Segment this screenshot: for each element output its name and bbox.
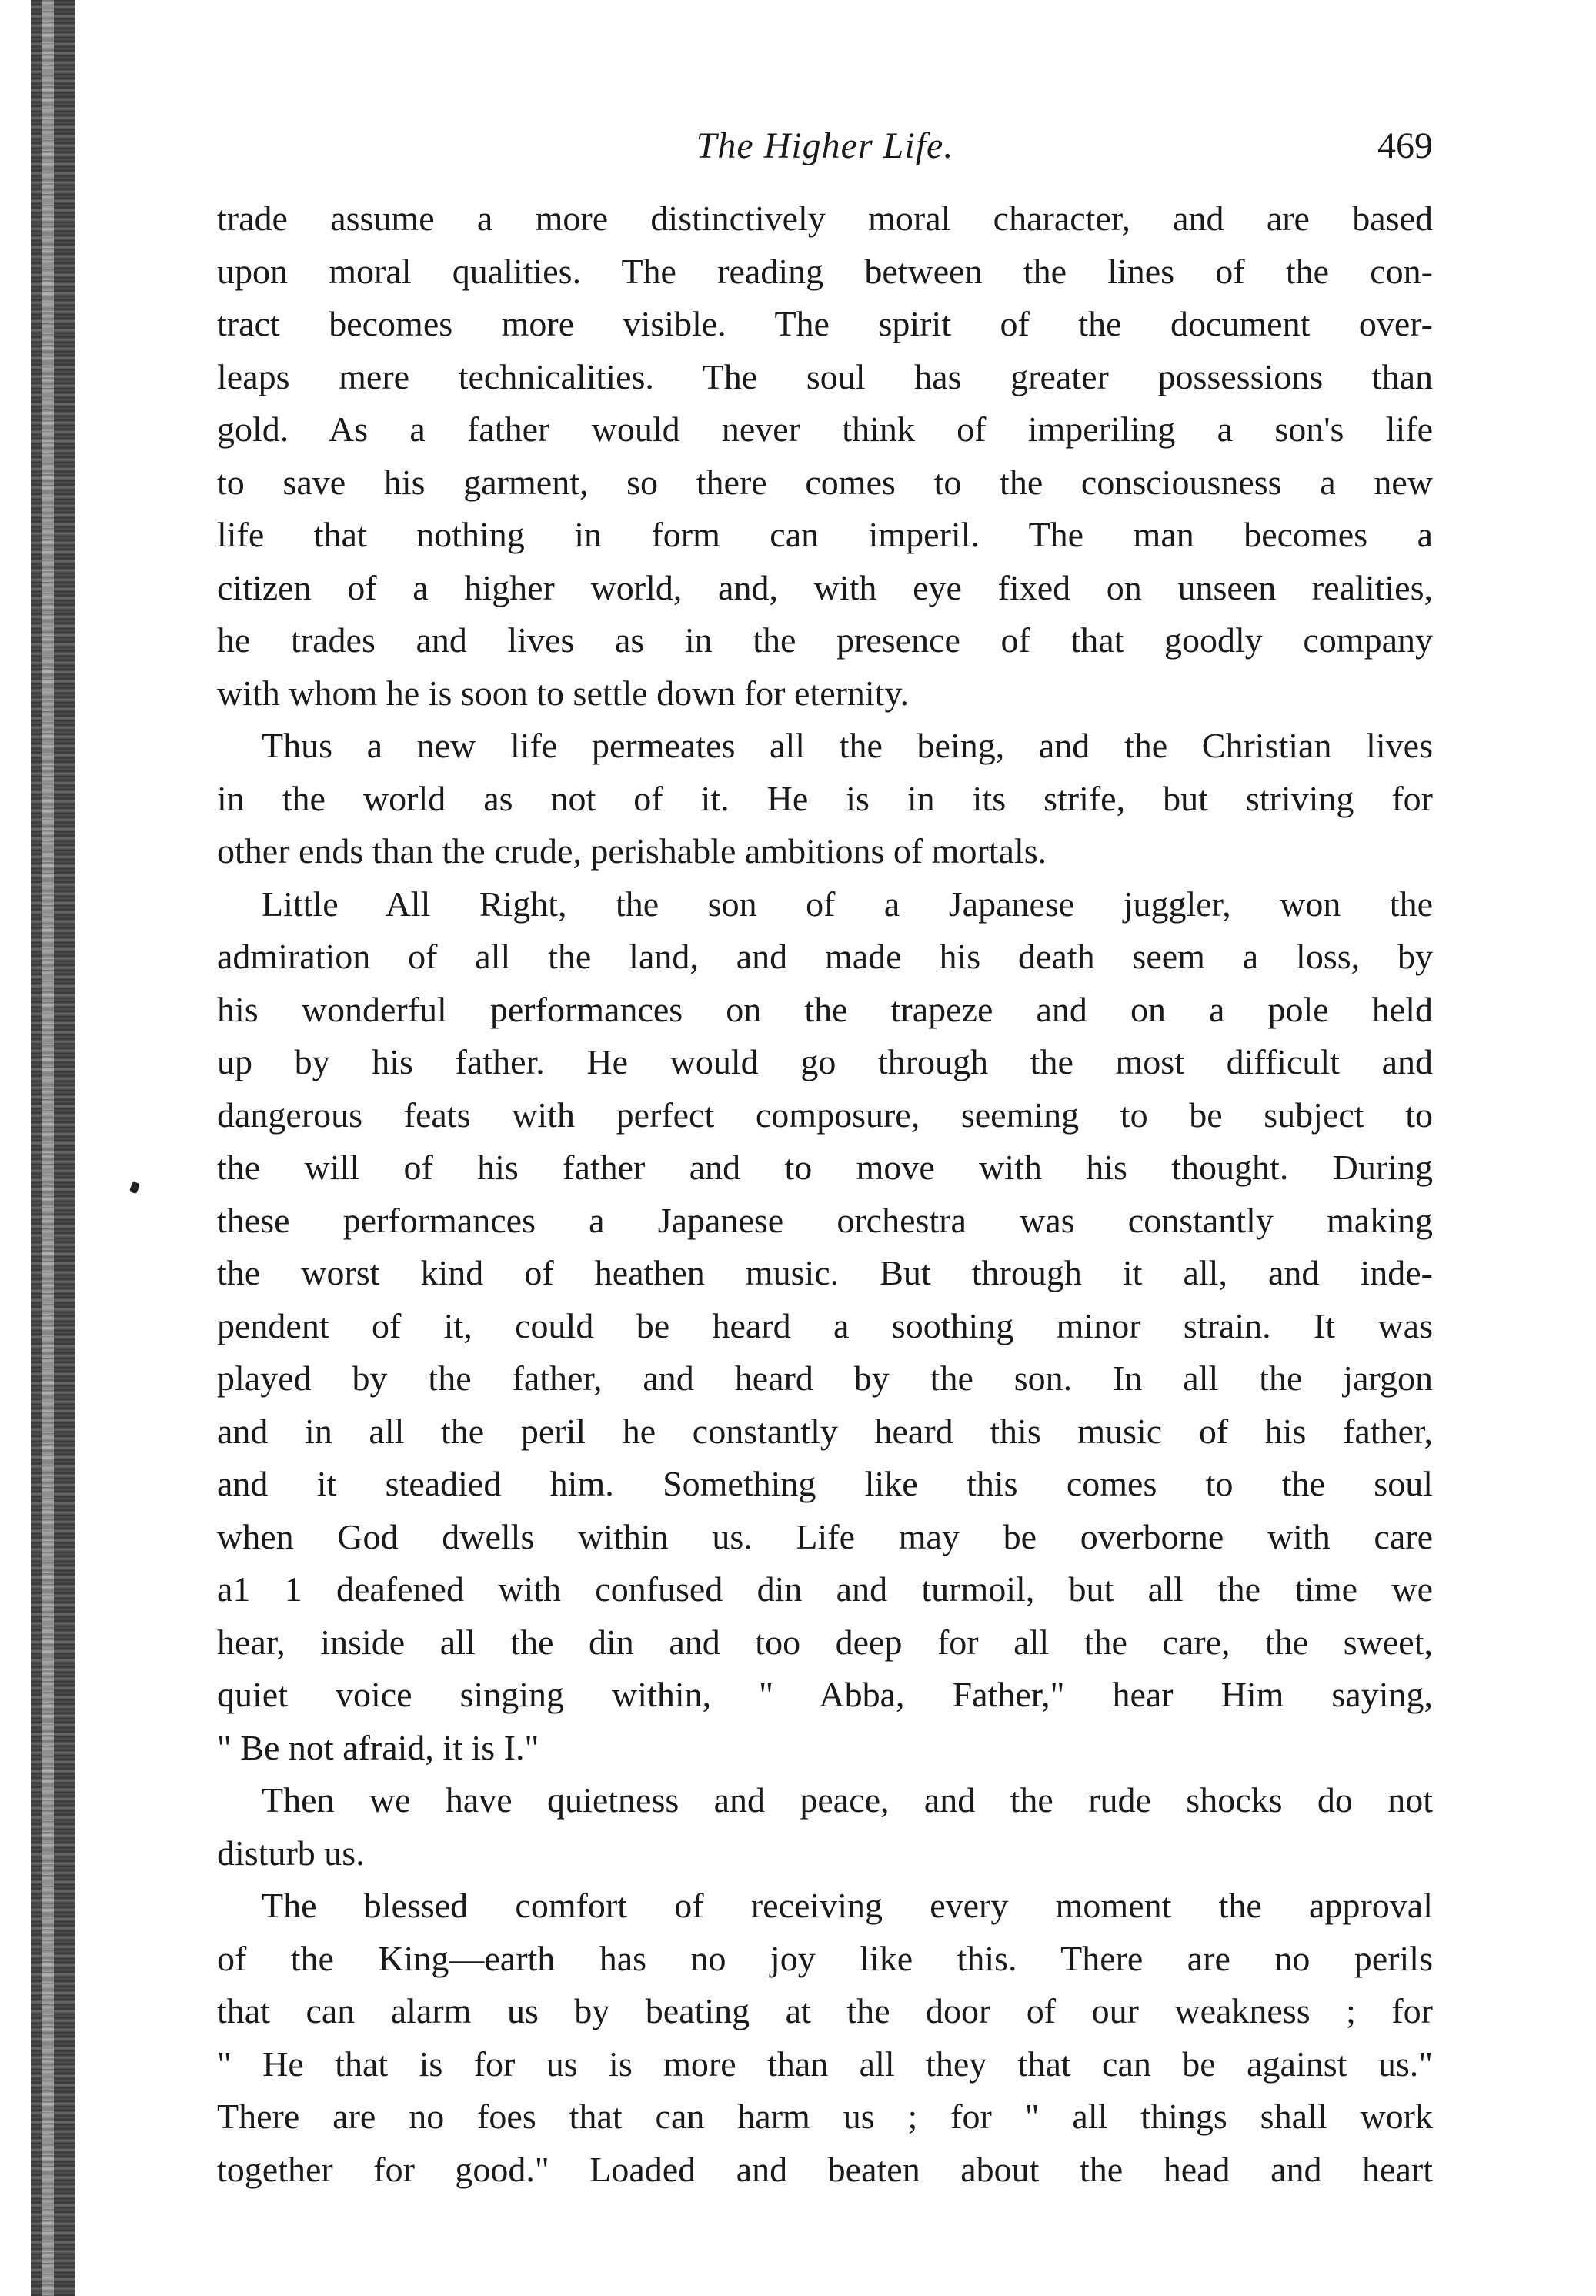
text-line: to save his garment, so there comes to the consciousness a new <box>217 462 1433 502</box>
text-line: life that nothing in form can imperil. The man becomes a <box>217 515 1433 554</box>
book-binding-edge <box>31 0 75 2296</box>
paragraph <box>217 720 1433 878</box>
book-page <box>217 115 1433 2196</box>
text-line: Then we have quietness and peace, and the rude shocks do not <box>262 1780 1433 1820</box>
text-line: his wonderful performances on the trapeze and on a pole held <box>217 989 1433 1029</box>
running-title: The Higher Life. <box>696 125 954 166</box>
ink-speck <box>129 1181 140 1195</box>
text-line: " Be not afraid, it is I." <box>217 1727 539 1767</box>
text-line: and in all the peril he constantly heard this music of his father, <box>217 1411 1433 1451</box>
text-line: when God dwells within us. Life may be overborne with care <box>217 1516 1433 1556</box>
text-line: in the world as not of it. He is in its strife, but striving for <box>217 778 1433 818</box>
text-line: quiet voice singing within, " Abba, Father," hear Him saying, <box>217 1675 1433 1714</box>
text-line: he trades and lives as in the presence of that goodly company <box>217 620 1433 660</box>
text-line: a1 1 deafened with confused din and turmoil, but all the time we <box>217 1569 1433 1609</box>
text-line: Thus a new life permeates all the being, and the Christian lives <box>262 726 1433 765</box>
text-line: citizen of a higher world, and, with eye fixed on unseen realities, <box>217 567 1433 607</box>
paragraph <box>217 1774 1433 1880</box>
paragraph <box>217 878 1433 1775</box>
text-line: other ends than the crude, perishable ambitions of mortals. <box>217 831 1047 871</box>
text-line: " He that is for us is more than all they that can be against us." <box>217 2044 1433 2084</box>
text-line: leaps mere technicalities. The soul has greater possessions than <box>217 356 1433 396</box>
text-line: with whom he is soon to settle down for eternity. <box>217 673 909 713</box>
text-line: that can alarm us by beating at the door of our weakness ; for <box>217 1991 1433 2030</box>
text-line: trade assume a more distinctively moral character, and are based <box>217 199 1433 238</box>
text-line: admiration of all the land, and made his death seem a loss, by <box>217 937 1433 976</box>
text-line: Little All Right, the son of a Japanese juggler, won the <box>262 884 1433 924</box>
text-line: together for good." Loaded and beaten about the head and heart <box>217 2149 1433 2189</box>
paragraph <box>217 192 1433 720</box>
text-line: disturb us. <box>217 1833 365 1873</box>
paragraph <box>217 1880 1433 2196</box>
text-line: hear, inside all the din and too deep for all the care, the sweet, <box>217 1622 1433 1662</box>
text-line: dangerous feats with perfect composure, seeming to be subject to <box>217 1095 1433 1135</box>
text-line: the worst kind of heathen music. But through it all, and inde- <box>217 1253 1433 1292</box>
text-line: upon moral qualities. The reading between the lines of the con- <box>217 251 1433 291</box>
text-line: the will of his father and to move with his thought. During <box>217 1148 1433 1187</box>
text-line: tract becomes more visible. The spirit of the document over- <box>217 304 1433 343</box>
text-line: played by the father, and heard by the son. In all the jargon <box>217 1359 1433 1398</box>
text-line: gold. As a father would never think of imperiling a son's life <box>217 409 1433 449</box>
text-line: these performances a Japanese orchestra was constantly making <box>217 1200 1433 1240</box>
text-line: of the King—earth has no joy like this. There are no perils <box>217 1938 1433 1978</box>
text-line: The blessed comfort of receiving every moment the approval <box>262 1886 1433 1925</box>
text-line: up by his father. He would go through the most difficult and <box>217 1042 1433 1081</box>
text-line: and it steadied him. Something like this comes to the soul <box>217 1464 1433 1503</box>
running-head <box>217 115 1433 177</box>
text-line: pendent of it, could be heard a soothing minor strain. It was <box>217 1305 1433 1345</box>
text-line: There are no foes that can harm us ; for " all things shall work <box>217 2097 1433 2136</box>
page-number: 469 <box>1377 125 1433 166</box>
